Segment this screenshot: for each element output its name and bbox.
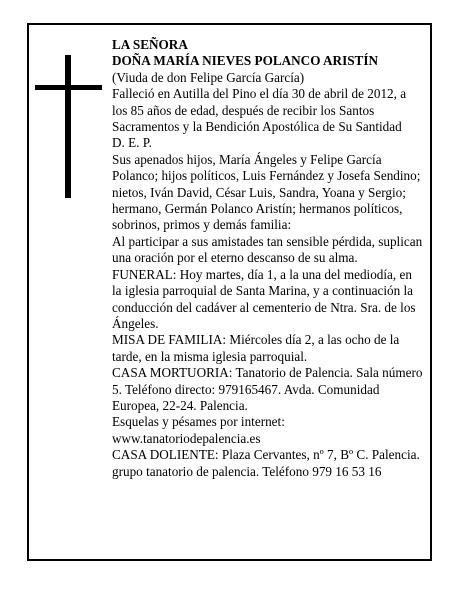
group-phone: grupo tanatorio de palencia. Teléfono 979 16 53 16 [112, 463, 382, 479]
website-link[interactable]: www.tanatoriodepalencia.es [112, 430, 261, 446]
obituary-heading: LA SEÑORA [112, 37, 188, 52]
funeral-info: FUNERAL: Hoy martes, día 1, a la una del mediodía, en la iglesia parroquial de Santa Marina, y a continuación la conducción del cadáver al cementerio de Ntra. Sra. de los Ángeles. [112, 266, 416, 331]
online-condolences-label: Esquelas y pésames por internet: [112, 414, 285, 430]
family-mass-info: MISA DE FAMILIA: Miércoles día 2, a las ocho de la tarde, en la misma iglesia parroquial. [112, 332, 400, 364]
cross-icon [65, 55, 71, 198]
mourning-house-info: CASA DOLIENTE: Plaza Cervantes, nº 7, Bº C. Palencia. [112, 447, 420, 463]
obituary-text [112, 37, 424, 480]
cross-icon-crossbar [35, 85, 102, 90]
funeral-home-info: CASA MORTUORIA: Tanatorio de Palencia. Sala número 5. Teléfono directo: 979165467. Avda. Comunidad Europea, 22-24. Palencia. [112, 365, 423, 413]
prayer-request: Al participar a sus amistades tan sensible pérdida, suplican una oración por el eterno descanso de su alma. [112, 233, 423, 266]
rest-in-peace: D. E. P. [112, 135, 152, 151]
death-announcement: Falleció en Autilla del Pino el día 30 de abril de 2012, a los 85 años de edad, después de recibir los Santos Sacramentos y la Bendición Apostólica de Su Santidad [112, 86, 407, 135]
family-list: Sus apenados hijos, María Ángeles y Felipe García Polanco; hijos políticos, Luis Fernández y Josefa Sendino; nietos, Iván David, César Luis, Sandra, Yoana y Sergio; hermano, Germán Polanco Aristín; hermanos políticos, sobrinos, primos y demás familia: [112, 151, 421, 233]
widow-of: (Viuda de don Felipe García García) [112, 69, 305, 85]
deceased-name: DOÑA MARÍA NIEVES POLANCO ARISTÍN [112, 53, 378, 69]
